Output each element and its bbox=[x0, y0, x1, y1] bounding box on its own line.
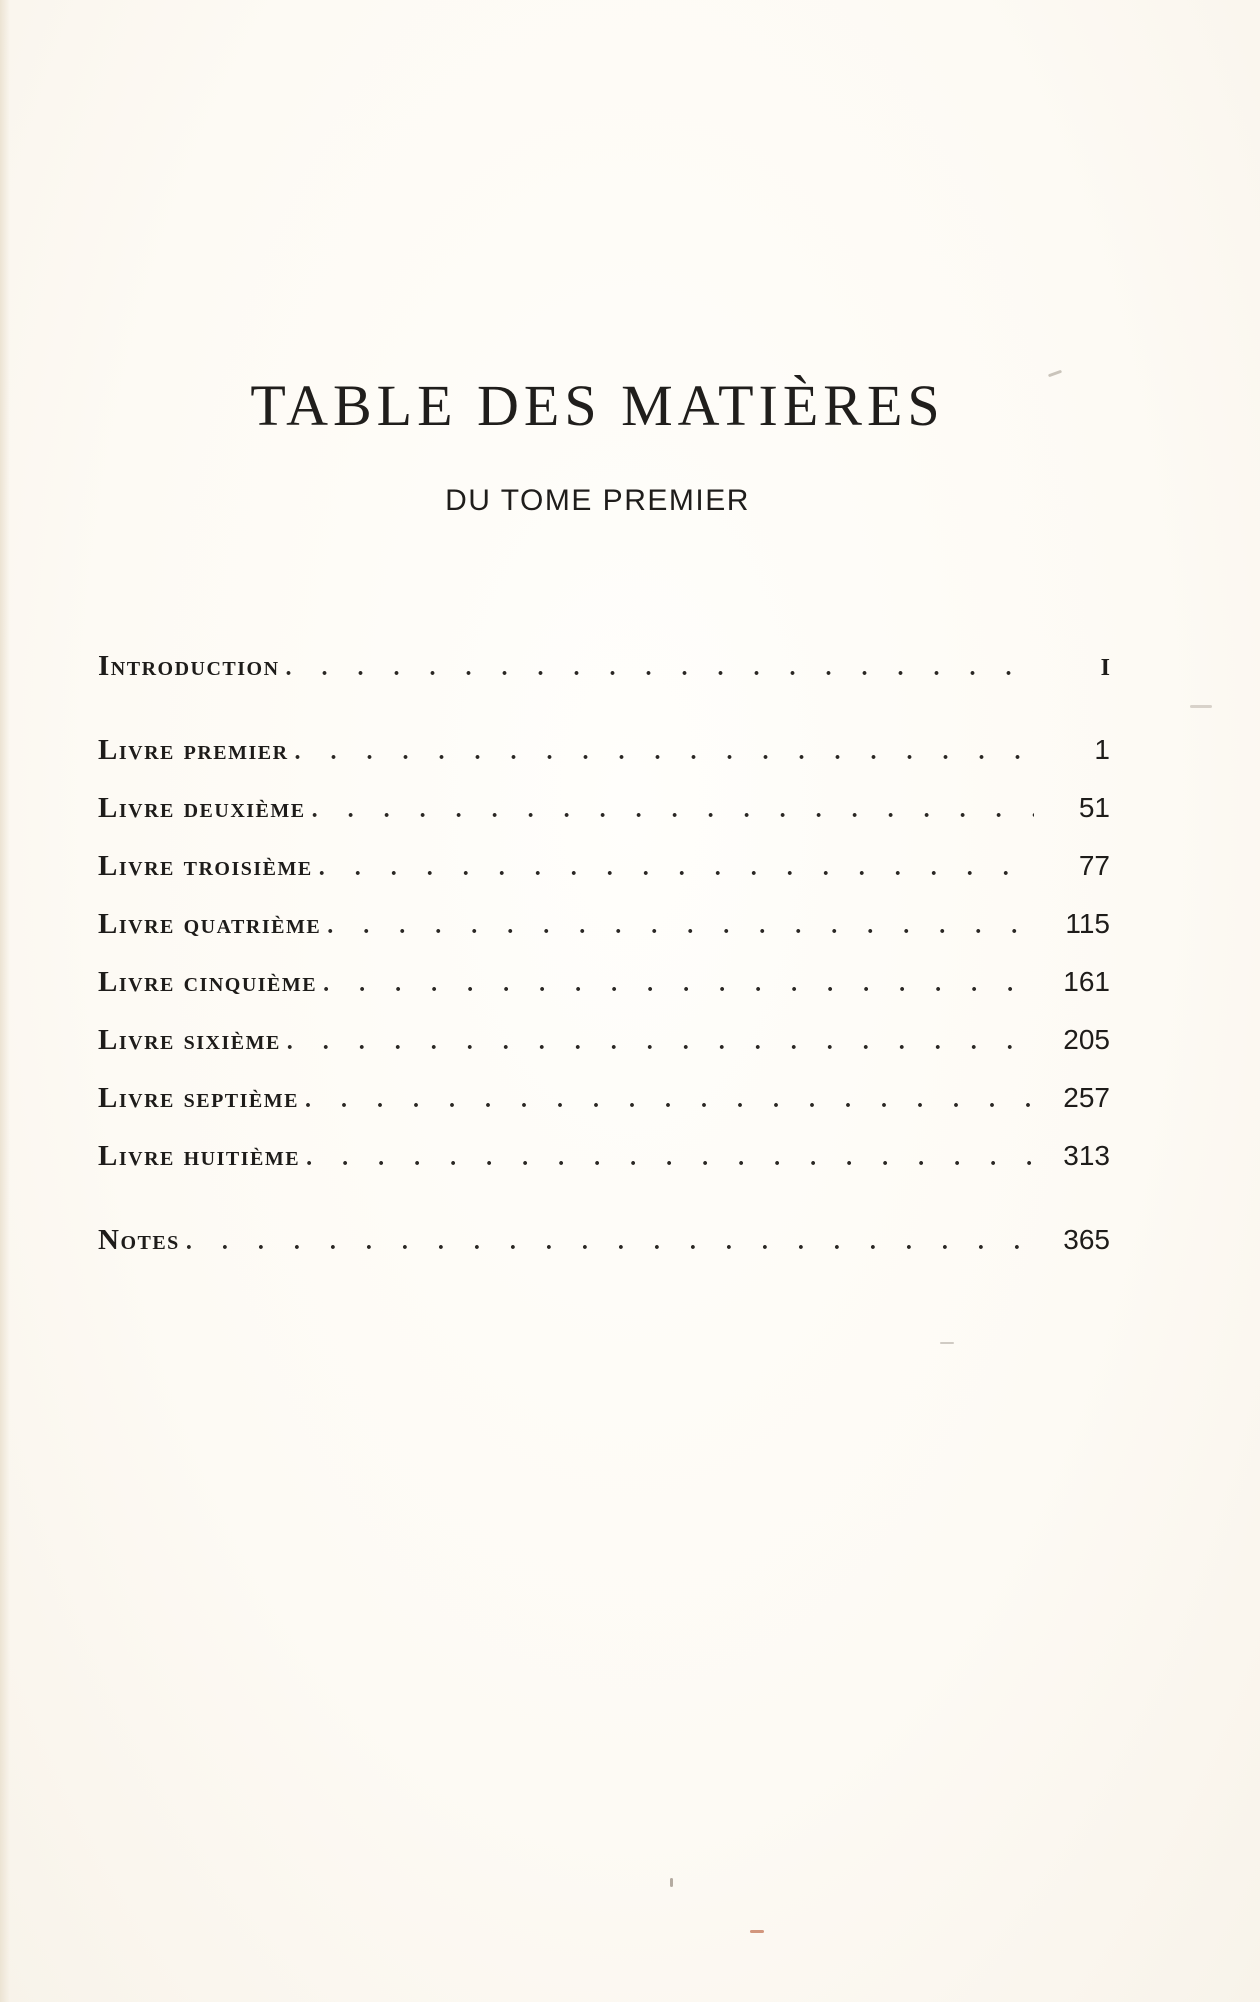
page-title: TABLE DES MATIÈRES bbox=[250, 373, 945, 438]
toc-entry-page: 313 bbox=[1063, 1140, 1110, 1171]
toc-entry-page: 205 bbox=[1063, 1024, 1110, 1055]
toc-entry-label: Introduction bbox=[98, 650, 280, 682]
toc-entry-livre-sixieme bbox=[98, 1024, 1110, 1064]
page-subtitle: DU TOME PREMIER bbox=[445, 484, 750, 517]
dot-leader bbox=[295, 739, 1034, 766]
toc-entry-label: Livre cinquième bbox=[98, 966, 318, 998]
dot-leader bbox=[319, 855, 1034, 882]
toc-entry-page: 51 bbox=[1078, 792, 1110, 823]
toc-entry-label: Livre septième bbox=[98, 1082, 299, 1114]
paper-speck bbox=[940, 1342, 954, 1344]
dot-leader bbox=[312, 797, 1034, 824]
toc-entry-label: Livre sixième bbox=[98, 1024, 281, 1056]
paper-speck bbox=[670, 1878, 673, 1887]
paper-speck bbox=[1190, 705, 1212, 708]
toc-entry-livre-septieme bbox=[98, 1082, 1110, 1122]
toc-entry-livre-huitieme bbox=[98, 1140, 1110, 1180]
dot-leader bbox=[323, 971, 1034, 998]
toc-entry-page: 161 bbox=[1063, 966, 1110, 997]
dot-leader bbox=[286, 655, 1034, 682]
toc-entry-label: Livre premier bbox=[98, 734, 289, 766]
toc-entry-livre-quatrieme bbox=[98, 908, 1110, 948]
toc-entry-introduction bbox=[98, 650, 1110, 690]
toc-entry-page: 77 bbox=[1078, 850, 1110, 881]
toc-entry-page: 1 bbox=[1094, 734, 1110, 765]
page-edge-shadow bbox=[0, 0, 10, 2002]
toc-entry-livre-troisieme bbox=[98, 850, 1110, 890]
dot-leader bbox=[306, 1145, 1034, 1172]
toc-entry-page: 115 bbox=[1065, 908, 1110, 939]
dot-leader bbox=[327, 913, 1034, 940]
toc-entry-label: Livre huitième bbox=[98, 1140, 301, 1172]
toc-entry-label: Livre deuxième bbox=[98, 792, 306, 824]
toc-entry-livre-deuxieme bbox=[98, 792, 1110, 832]
toc-entry-livre-cinquieme bbox=[98, 966, 1110, 1006]
toc-entry-label: Livre troisième bbox=[98, 850, 313, 882]
toc-entry-livre-premier bbox=[98, 734, 1110, 774]
dot-leader bbox=[305, 1087, 1034, 1114]
toc-entry-page: 365 bbox=[1063, 1224, 1110, 1255]
toc-entry-page: I bbox=[1100, 655, 1110, 681]
dot-leader bbox=[186, 1229, 1034, 1256]
toc-entry-notes bbox=[98, 1224, 1110, 1264]
toc-entry-label: Livre quatrième bbox=[98, 908, 322, 940]
toc-entry-page: 257 bbox=[1063, 1082, 1110, 1113]
dot-leader bbox=[287, 1029, 1034, 1056]
paper-speck bbox=[750, 1930, 764, 1933]
toc-entry-label: Notes bbox=[98, 1224, 180, 1256]
